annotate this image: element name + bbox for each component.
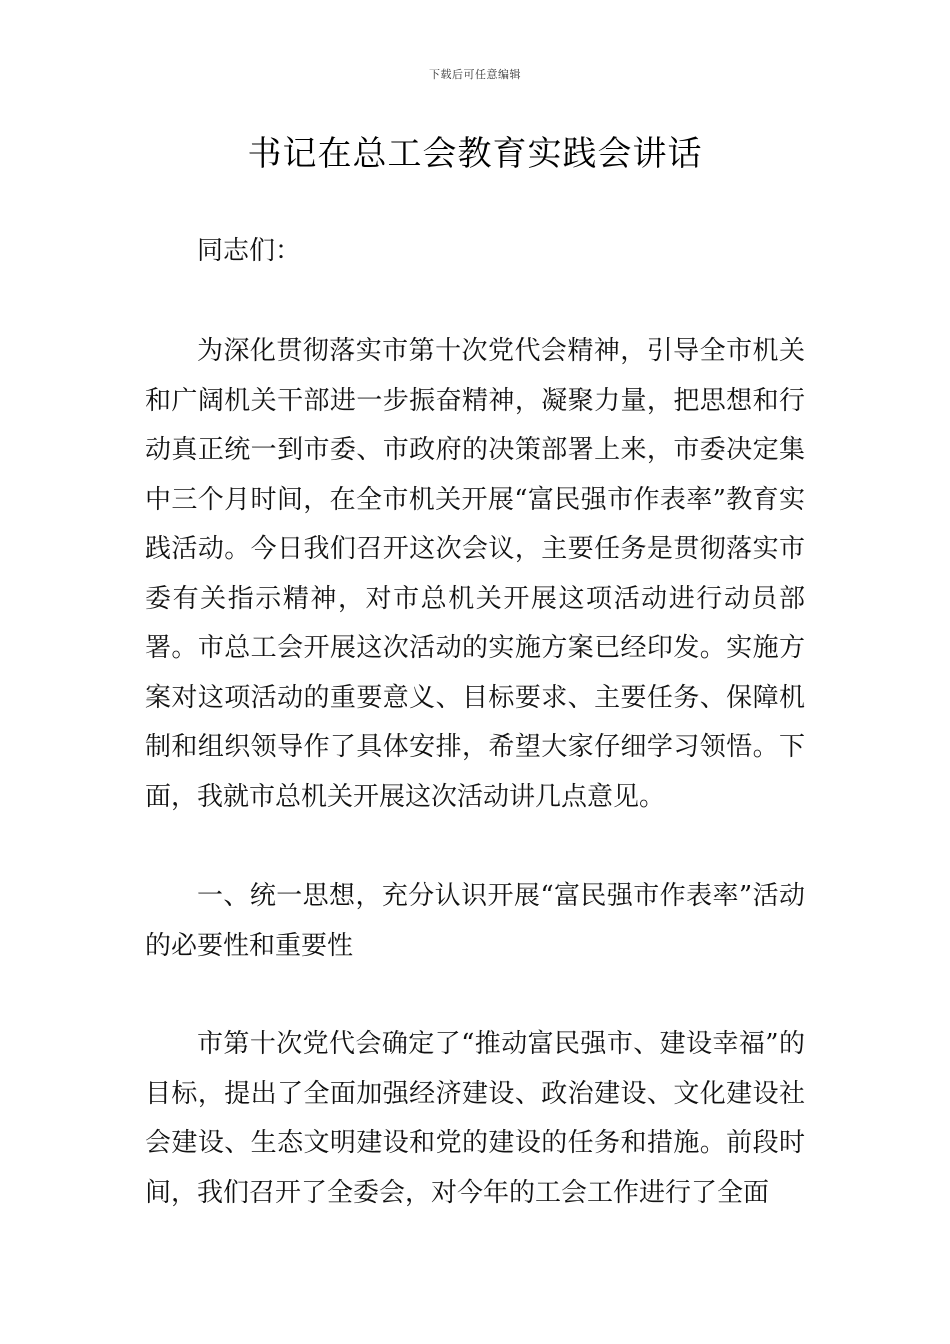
section-heading: 一、统一思想，充分认识开展“富民强市作表率”活动的必要性和重要性	[145, 881, 805, 961]
paragraph-block-1	[145, 327, 805, 822]
body-paragraph: 市第十次党代会确定了“推动富民强市、建设幸福”的目标，提出了全面加强经济建设、政治建设、文化建设社会建设、生态文明建设和党的建设的任务和措施。前段时间，我们召开了全委会，对今年的工会工作进行了全面	[145, 1029, 805, 1208]
section-heading-block	[145, 872, 805, 971]
document-title: 书记在总工会教育实践会讲话	[247, 134, 703, 174]
paragraph-block-2	[145, 1020, 805, 1218]
body-paragraph: 为深化贯彻落实市第十次党代会精神，引导全市机关和广阔机关干部进一步振奋精神，凝聚力量，把思想和行动真正统一到市委、市政府的决策部署上来，市委决定集中三个月时间，在全市机关开展“富民强市作表率”教育实践活动。今日我们召开这次会议，主要任务是贯彻落实市委有关指示精神，对市总机关开展这项活动进行动员部署。市总工会开展这次活动的实施方案已经印发。实施方案对这项活动的重要意义、目标要求、主要任务、保障机制和组织领导作了具体安排，希望大家仔细学习领悟。下面，我就市总机关开展这次活动讲几点意见。	[145, 336, 805, 812]
salutation: 同志们：	[197, 236, 302, 266]
header-note: 下载后可任意编辑	[429, 68, 521, 81]
salutation-block	[145, 227, 805, 277]
